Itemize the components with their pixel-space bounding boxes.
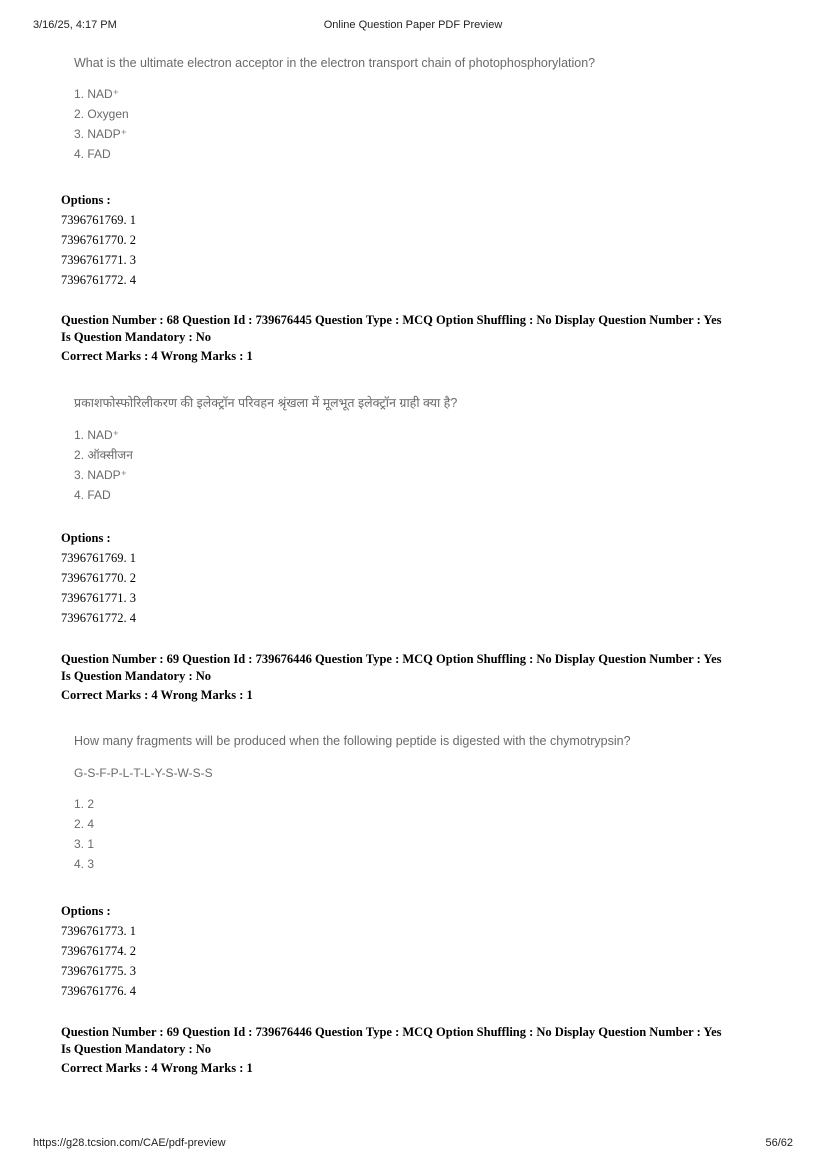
option-id: 7396761769. 1 — [61, 551, 136, 565]
meta-line: Is Question Mandatory : No — [61, 330, 212, 344]
choice-item: 1. NAD⁺ — [74, 87, 120, 101]
option-id: 7396761775. 3 — [61, 964, 136, 978]
meta-line: Is Question Mandatory : No — [61, 1042, 212, 1056]
question-67-image — [74, 56, 595, 164]
choice-item: 3. NADP⁺ — [74, 468, 128, 482]
option-id: 7396761771. 3 — [61, 253, 136, 267]
meta-line: Is Question Mandatory : No — [61, 669, 212, 683]
question-text: What is the ultimate electron acceptor in the electron transport chain of photophosphorylation? — [74, 56, 596, 70]
meta-line: Correct Marks : 4 Wrong Marks : 1 — [61, 349, 253, 363]
meta-line: Question Number : 69 Question Id : 739676446 Question Type : MCQ Option Shuffling : No Display Question Number : Yes — [61, 652, 722, 666]
option-id: 7396761771. 3 — [61, 591, 136, 605]
page-url: https://g28.tcsion.com/CAE/pdf-preview — [33, 1137, 226, 1149]
meta-line: Correct Marks : 4 Wrong Marks : 1 — [61, 1061, 253, 1075]
options-block-68 — [61, 528, 136, 628]
options-label: Options : — [61, 904, 111, 918]
meta-line: Question Number : 69 Question Id : 739676446 Question Type : MCQ Option Shuffling : No Display Question Number : Yes — [61, 1025, 722, 1039]
page-number: 56/62 — [765, 1137, 793, 1149]
option-id: 7396761772. 4 — [61, 273, 136, 287]
choice-item: 2. Oxygen — [74, 107, 129, 121]
question-meta-69-repeat — [61, 1024, 722, 1078]
option-id: 7396761770. 2 — [61, 571, 136, 585]
meta-line: Question Number : 68 Question Id : 739676445 Question Type : MCQ Option Shuffling : No Display Question Number : Yes — [61, 313, 722, 327]
question-text: प्रकाशफोस्फोरिलीकरण की इलेक्ट्रॉन परिवहन श्रृंखला में मूलभूत इलेक्ट्रॉन ग्राही क्या है? — [74, 396, 458, 410]
option-id: 7396761773. 1 — [61, 924, 136, 938]
question-text: How many fragments will be produced when the following peptide is digested with the chymotrypsin? — [74, 734, 631, 748]
choice-item: 3. NADP⁺ — [74, 127, 128, 141]
option-id: 7396761776. 4 — [61, 984, 136, 998]
choice-item: 4. FAD — [74, 488, 111, 502]
print-datetime: 3/16/25, 4:17 PM — [33, 19, 117, 31]
option-id: 7396761770. 2 — [61, 233, 136, 247]
question-68-image — [74, 394, 457, 505]
question-69-image — [74, 734, 631, 874]
question-meta-68 — [61, 312, 722, 366]
option-id: 7396761772. 4 — [61, 611, 136, 625]
options-block-69 — [61, 901, 136, 1001]
page-title: Online Question Paper PDF Preview — [323, 19, 503, 31]
choice-item: 4. FAD — [74, 147, 111, 161]
choice-item: 4. 3 — [74, 857, 95, 871]
options-label: Options : — [61, 193, 111, 207]
options-block-67 — [61, 190, 136, 290]
peptide-sequence: G-S-F-P-L-T-L-Y-S-W-S-S — [74, 766, 213, 780]
choice-item: 2. 4 — [74, 817, 95, 831]
option-id: 7396761769. 1 — [61, 213, 136, 227]
choice-item: 3. 1 — [74, 837, 95, 851]
choice-item: 2. ऑक्सीजन — [74, 448, 133, 462]
option-id: 7396761774. 2 — [61, 944, 136, 958]
options-label: Options : — [61, 531, 111, 545]
choice-item: 1. NAD⁺ — [74, 428, 120, 442]
choice-item: 1. 2 — [74, 797, 95, 811]
question-meta-69 — [61, 651, 722, 705]
meta-line: Correct Marks : 4 Wrong Marks : 1 — [61, 688, 253, 702]
